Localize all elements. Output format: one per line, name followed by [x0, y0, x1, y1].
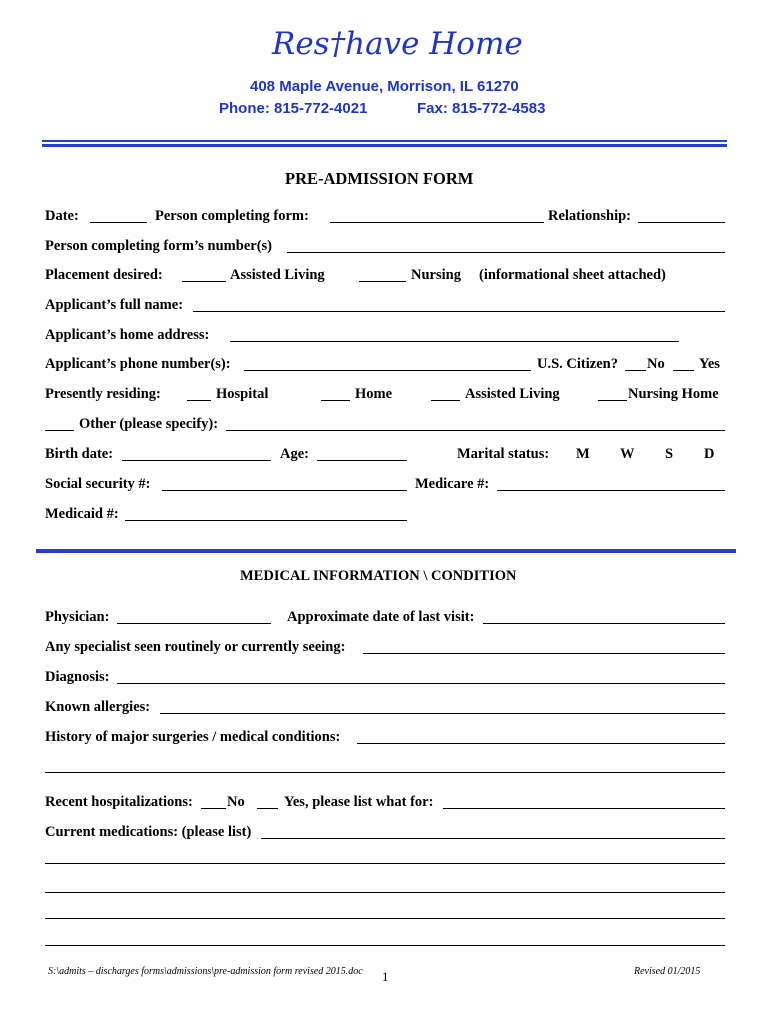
label-recent-hospitalizations: Recent hospitalizations: [45, 794, 193, 810]
relationship-field[interactable] [638, 222, 725, 223]
label-date: Date: [45, 208, 79, 224]
facility-fax: Fax: 815-772-4583 [417, 100, 546, 117]
footer-revised: Revised 01/2015 [634, 966, 701, 977]
assisted-living-checkbox[interactable] [182, 281, 226, 282]
label-specialist: Any specialist seen routinely or currently seeing: [45, 639, 346, 655]
home-checkbox[interactable] [321, 400, 350, 401]
label-presently-residing: Presently residing: [45, 386, 161, 402]
diagnosis-field[interactable] [117, 683, 725, 684]
label-physician: Physician: [45, 609, 110, 625]
age-field[interactable] [317, 460, 407, 461]
medical-section-title: MEDICAL INFORMATION \ CONDITION [240, 568, 517, 584]
label-social-security: Social security #: [45, 476, 151, 492]
allergies-field[interactable] [160, 713, 725, 714]
specialist-field[interactable] [363, 653, 725, 654]
person-numbers-field[interactable] [287, 252, 725, 253]
marital-option-s[interactable]: S [665, 446, 674, 462]
cross-icon: † [329, 26, 346, 62]
history-field[interactable] [357, 743, 725, 744]
label-medicare: Medicare #: [415, 476, 490, 492]
label-last-visit: Approximate date of last visit: [287, 609, 475, 625]
date-field[interactable] [90, 222, 147, 223]
nursing-home-checkbox[interactable] [598, 400, 627, 401]
label-medications: Current medications: (please list) [45, 824, 252, 840]
label-assisted-living-residing: Assisted Living [465, 386, 560, 402]
hosp-yes-checkbox[interactable] [257, 808, 278, 809]
label-birth-date: Birth date: [45, 446, 114, 462]
citizen-yes-checkbox[interactable] [673, 370, 694, 371]
citizen-no-checkbox[interactable] [625, 370, 646, 371]
home-address-field[interactable] [230, 341, 679, 342]
medications-field-line-5[interactable] [45, 945, 725, 946]
label-home: Home [355, 386, 393, 402]
hospitalizations-field[interactable] [443, 808, 725, 809]
label-allergies: Known allergies: [45, 699, 151, 715]
facility-phone: Phone: 815-772-4021 [219, 100, 368, 117]
hosp-no-checkbox[interactable] [201, 808, 226, 809]
birth-date-field[interactable] [122, 460, 271, 461]
label-hosp-yes: Yes, please list what for: [284, 794, 434, 810]
label-us-citizen: U.S. Citizen? [537, 356, 618, 372]
label-assisted-living: Assisted Living [230, 267, 325, 283]
medications-field-line-2[interactable] [45, 863, 725, 864]
label-person-numbers: Person completing form’s number(s) [45, 238, 272, 254]
label-citizen-no: No [647, 356, 665, 372]
other-field[interactable] [226, 430, 725, 431]
history-field-line-2[interactable] [45, 772, 725, 773]
label-home-address: Applicant’s home address: [45, 327, 210, 343]
label-hospital: Hospital [216, 386, 269, 402]
label-other: Other (please specify): [79, 416, 219, 432]
last-visit-field[interactable] [483, 623, 725, 624]
logo-text-1: Res [272, 26, 330, 62]
label-hosp-no: No [227, 794, 245, 810]
person-completing-field[interactable] [330, 222, 544, 223]
label-age: Age: [280, 446, 309, 462]
medicaid-field[interactable] [125, 520, 407, 521]
label-diagnosis: Diagnosis: [45, 669, 110, 685]
medications-field-line-4[interactable] [45, 918, 725, 919]
social-security-field[interactable] [162, 490, 407, 491]
label-full-name: Applicant’s full name: [45, 297, 184, 313]
nursing-checkbox[interactable] [359, 281, 406, 282]
footer-file-path: S:\admits – discharges forms\admissions\pre-admission form revised 2015.doc [48, 966, 363, 977]
label-marital-status: Marital status: [457, 446, 550, 462]
facility-logo [272, 26, 523, 62]
medications-field-line-3[interactable] [45, 892, 725, 893]
form-title: PRE-ADMISSION FORM [285, 169, 474, 188]
facility-address: 408 Maple Avenue, Morrison, IL 61270 [250, 78, 519, 95]
label-citizen-yes: Yes [699, 356, 720, 372]
other-checkbox[interactable] [45, 430, 74, 431]
page-number: 1 [382, 969, 389, 984]
marital-option-d[interactable]: D [704, 446, 715, 462]
label-relationship: Relationship: [548, 208, 631, 224]
medicare-field[interactable] [497, 490, 725, 491]
header-divider-thin [42, 140, 727, 142]
label-placement-desired: Placement desired: [45, 267, 163, 283]
label-nursing-home: Nursing Home [628, 386, 719, 402]
label-history: History of major surgeries / medical conditions: [45, 729, 341, 745]
medications-field[interactable] [261, 838, 725, 839]
phone-numbers-field[interactable] [244, 370, 531, 371]
physician-field[interactable] [117, 623, 271, 624]
full-name-field[interactable] [193, 311, 725, 312]
marital-option-m[interactable]: M [576, 446, 590, 462]
section-divider [36, 549, 736, 553]
label-phone-numbers: Applicant’s phone number(s): [45, 356, 231, 372]
label-medicaid: Medicaid #: [45, 506, 119, 522]
label-nursing: Nursing [411, 267, 461, 283]
marital-option-w[interactable]: W [620, 446, 635, 462]
assisted-living-residing-checkbox[interactable] [431, 400, 460, 401]
header-divider-thick [42, 144, 727, 147]
logo-text-2: have Home [345, 26, 523, 62]
hospital-checkbox[interactable] [187, 400, 211, 401]
label-person-completing: Person completing form: [155, 208, 309, 224]
nursing-note: (informational sheet attached) [479, 267, 666, 283]
